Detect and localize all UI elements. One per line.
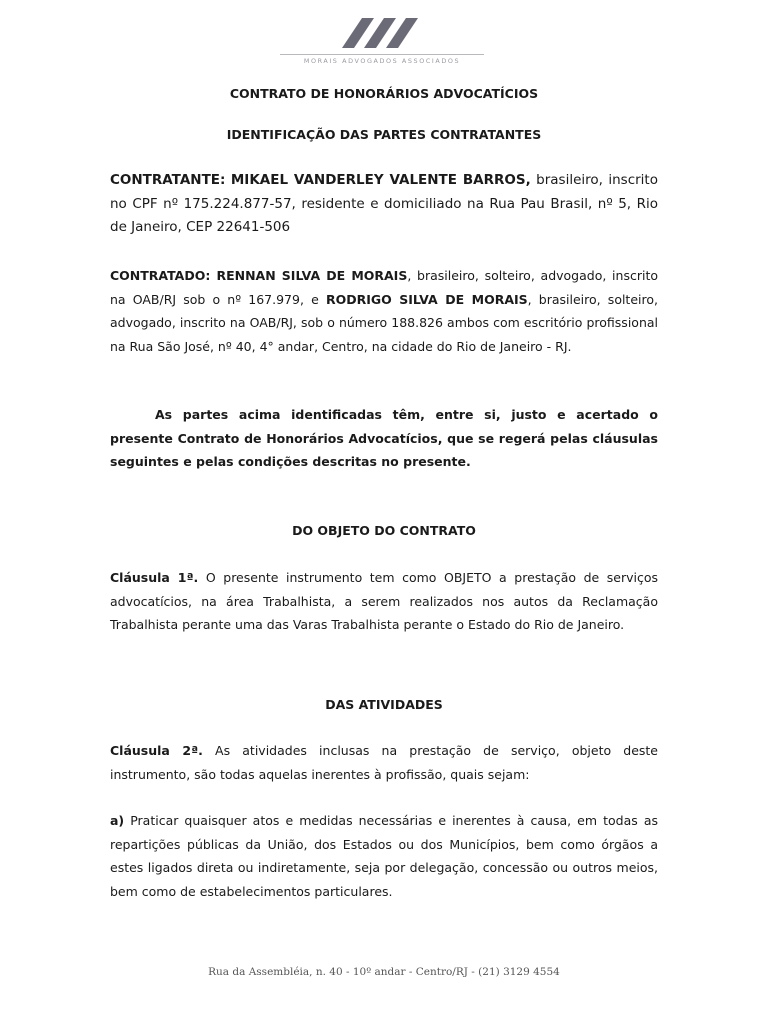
logo-divider bbox=[280, 54, 484, 55]
item-a-paragraph bbox=[110, 809, 658, 903]
firm-logo bbox=[280, 14, 484, 66]
contratado-text-1: , brasileiro, solteiro, advogado, inscrito na OAB/RJ sob o nº 167.979, e bbox=[110, 268, 658, 307]
contratante-name: MIKAEL VANDERLEY VALENTE BARROS, bbox=[230, 172, 531, 188]
contratado-paragraph bbox=[110, 264, 658, 358]
document-title: CONTRATO DE HONORÁRIOS ADVOCATÍCIOS bbox=[229, 86, 539, 101]
item-a-label: a) bbox=[110, 813, 125, 828]
document-subtitle: IDENTIFICAÇÃO DAS PARTES CONTRATANTES bbox=[226, 127, 542, 142]
contratado-label: CONTRATADO: RENNAN SILVA DE MORAIS bbox=[110, 268, 408, 283]
clausula-2-paragraph bbox=[110, 739, 658, 786]
clausula-2-text: As atividades inclusas na prestação de serviço, objeto deste instrumento, são todas aquelas inerentes à profissão, quais sejam: bbox=[110, 743, 658, 782]
item-a-text: Praticar quaisquer atos e medidas necessárias e inerentes à causa, em todas as repartições públicas da União, dos Estados ou dos Municípios, bem como órgãos a estes ligados direta ou indiretamente, seja por delegação, concessão ou outros meios, bem como de estabelecimentos particulares. bbox=[110, 813, 658, 899]
partes-text: As partes acima identificadas têm, entre si, justo e acertado o presente Contrato de Honorários Advocatícios, que se regerá pelas cláusulas seguintes e pelas condições descritas no presente. bbox=[110, 407, 658, 469]
footer-address: Rua da Assembléia, n. 40 - 10º andar - Centro/RJ - (21) 3129 4554 bbox=[208, 966, 560, 978]
contratado-text-2: , brasileiro, solteiro, advogado, inscrito na OAB/RJ, sob o número 188.826 ambos com escritório profissional na Rua São José, nº 40, 4° andar, Centro, na cidade do Rio de Janeiro - RJ. bbox=[110, 291, 658, 354]
atividades-heading: DAS ATIVIDADES bbox=[325, 697, 443, 712]
objeto-heading: DO OBJETO DO CONTRATO bbox=[292, 523, 476, 538]
clausula-2-label: Cláusula 2ª. bbox=[110, 743, 203, 758]
logo-text: MORAIS ADVOGADOS ASSOCIADOS bbox=[303, 57, 461, 65]
clausula-1-text: O presente instrumento tem como OBJETO a prestação de serviços advocatícios, na área Trabalhista, a serem realizados nos autos da Reclamação Trabalhista perante uma das Varas Trabalhista perante o Estado do Rio de Janeiro. bbox=[110, 570, 658, 632]
logo-slashes-icon bbox=[342, 18, 422, 48]
contratante-paragraph bbox=[110, 169, 658, 240]
clausula-1-paragraph bbox=[110, 566, 658, 637]
contratante-label: CONTRATANTE: bbox=[110, 172, 226, 188]
partes-paragraph bbox=[110, 403, 658, 474]
contratante-text: brasileiro, inscrito no CPF nº 175.224.877-57, residente e domiciliado na Rua Pau Brasil, nº 5, Rio de Janeiro, CEP 22641-506 bbox=[110, 172, 658, 235]
contratado-name-2: RODRIGO SILVA DE MORAIS bbox=[325, 291, 528, 307]
clausula-1-label: Cláusula 1ª. bbox=[110, 570, 199, 585]
